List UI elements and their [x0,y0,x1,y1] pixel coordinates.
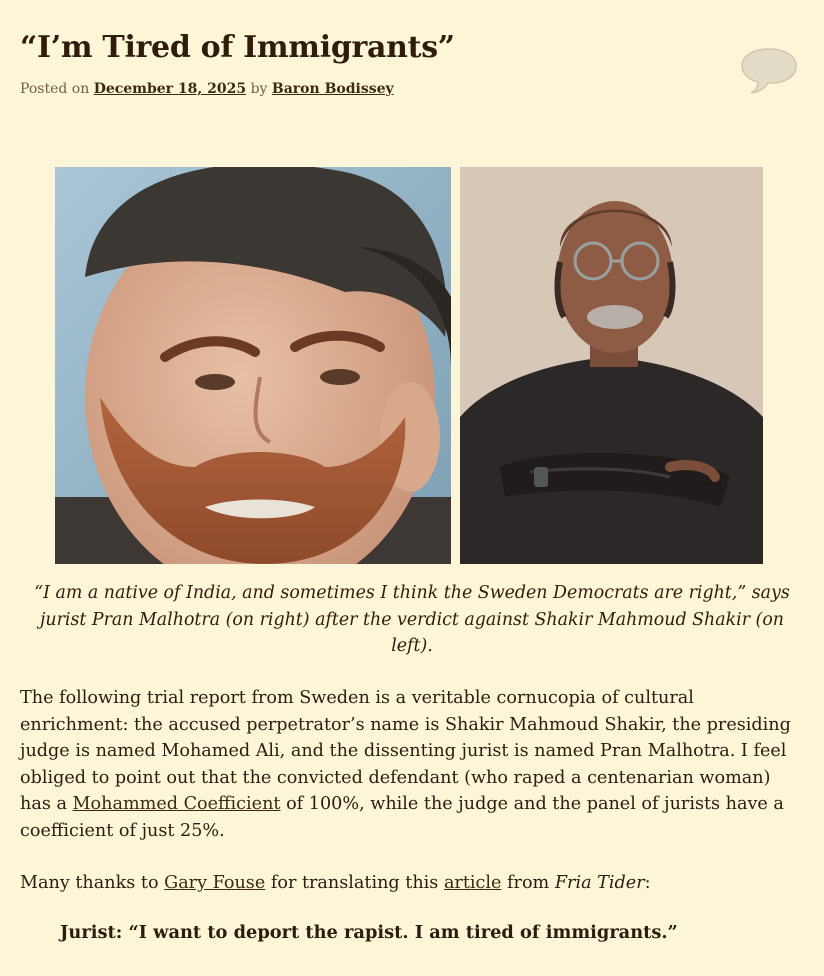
post-byline [20,81,394,97]
paragraph-intro [20,685,806,844]
comment-bubble-icon[interactable] [740,45,798,95]
paragraph-thanks [20,870,806,897]
source-name: Fria Tider [554,873,645,893]
photo-shakir [55,167,451,564]
thanks-text-1: Many thanks to [20,873,165,893]
thanks-text-4: : [644,873,651,893]
thanks-text-2: for translating this [265,873,444,893]
paragraph-intro-text-end: of 100%, while the judge and the panel of jurists have a coefficient of just 25%. [20,794,784,841]
mohammed-coefficient-link[interactable]: Mohammed Coefficient [72,794,281,814]
thanks-text-3: from [501,873,555,893]
article-link[interactable]: article [443,873,502,893]
post-date-link[interactable]: December 18, 2025 [93,81,247,97]
article-subheading: Jurist: “I want to deport the rapist. I am tired of immigrants.” [60,922,678,943]
posted-on-label: Posted on [20,81,90,97]
author-link[interactable]: Baron Bodissey [271,81,394,97]
image-caption: “I am a native of India, and sometimes I think the Sweden Democrats are right,” says jurist Pran Malhotra (on right) after the verdict against Shakir Mahmoud Shakir (on left). [34,583,790,656]
paragraph-intro-text: The following trial report from Sweden is a veritable cornucopia of cultural enrichment: the accused perpetrator’s name is Shakir Mahmoud Shakir, the presiding judge is named Mohamed Ali, and the dissenting jurist is named Pran Malhotra. I feel obliged to point out that the convicted defendant (who raped a centenarian woman) has a [20,688,791,814]
photo-malhotra [460,167,763,564]
gary-fouse-link[interactable]: Gary Fouse [164,873,266,893]
by-label: by [250,81,268,97]
post-title: “I’m Tired of Immigrants” [20,30,455,65]
